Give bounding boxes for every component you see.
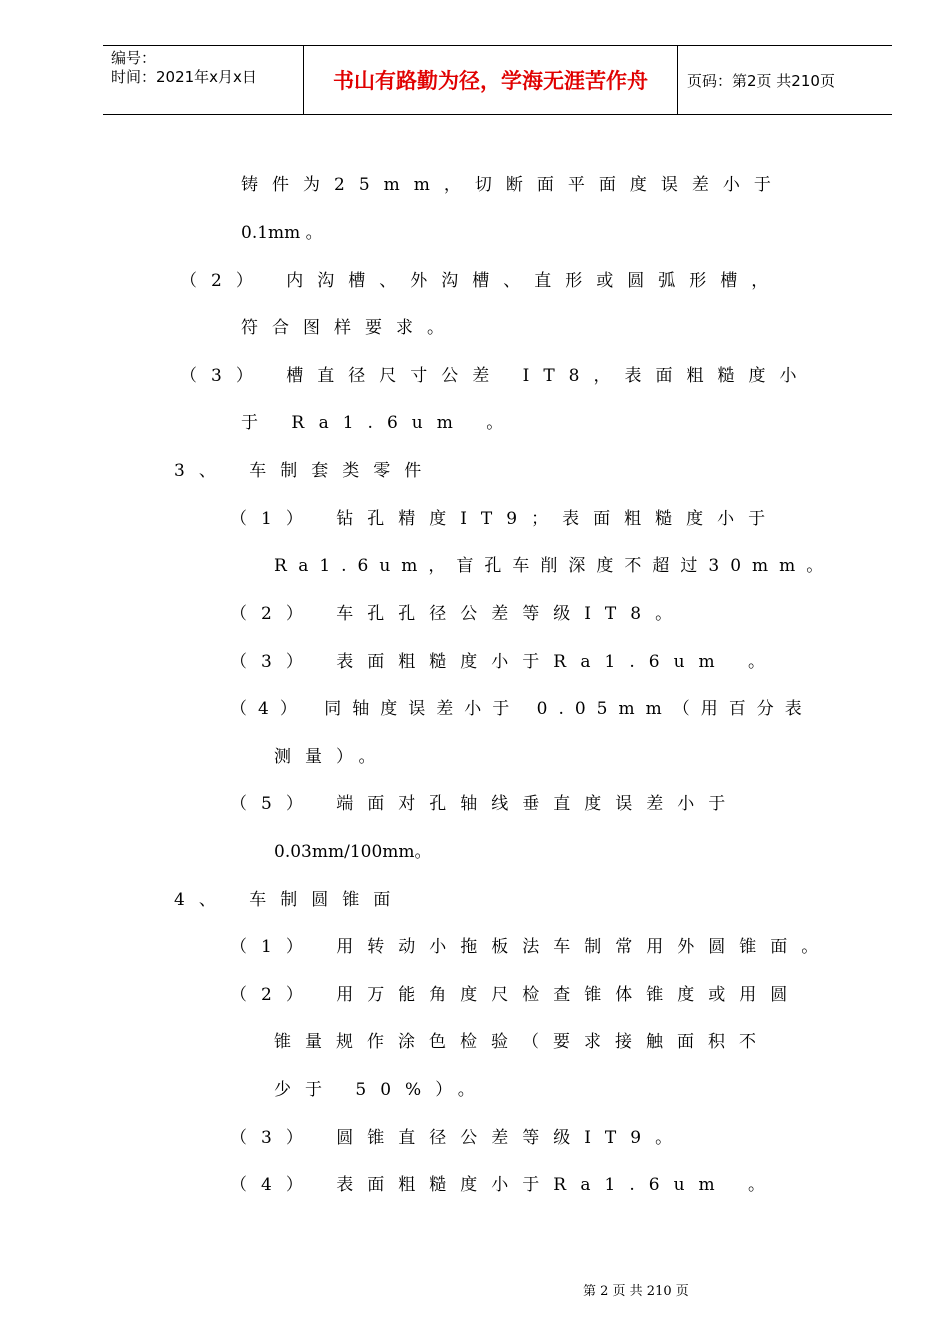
section-heading: 4、 车制圆锥面 bbox=[174, 890, 405, 910]
header-divider bbox=[677, 46, 678, 114]
header-motto: 书山有路勤为径，学海无涯苦作舟 bbox=[333, 69, 648, 93]
header-page-info: 页码：第2页 共210页 bbox=[687, 72, 835, 90]
body-line: Ra1.6um，盲孔车削深度不超过30mm。 bbox=[274, 556, 835, 576]
page-footer: 第 2 页 共 210 页 bbox=[583, 1284, 689, 1299]
body-line: （2） 车孔孔径公差等级IT8。 bbox=[230, 604, 687, 624]
body-line: （3） 槽直径尺寸公差 IT8，表面粗糙度小 bbox=[180, 366, 811, 386]
section-heading: 3、 车制套类零件 bbox=[174, 461, 436, 481]
page-header bbox=[103, 45, 892, 115]
body-line: 少于 50%）。 bbox=[274, 1080, 489, 1100]
body-line: （1） 钻孔精度IT9；表面粗糙度小于 bbox=[230, 509, 780, 529]
body-line: （2） 用万能角度尺检查锥体锥度或用圆 bbox=[230, 985, 802, 1005]
body-line: 测量）。 bbox=[274, 747, 390, 767]
body-line: 铸件为25mm，切断面平面度误差小于 bbox=[241, 175, 785, 195]
body-line: （5） 端面对孔轴线垂直度误差小于 bbox=[230, 794, 740, 814]
body-line: （4） 同轴度误差小于 0.05mm（用百分表 bbox=[230, 699, 813, 719]
body-line: 于 Ra1.6um 。 bbox=[241, 413, 518, 433]
body-line: （3） 圆锥直径公差等级IT9。 bbox=[230, 1128, 687, 1148]
body-line: （2） 内沟槽、外沟槽、直形或圆弧形槽， bbox=[180, 271, 783, 291]
body-line: 锥量规作涂色检验（要求接触面积不 bbox=[274, 1032, 770, 1052]
body-line: 0.1mm 。 bbox=[241, 223, 323, 243]
date-label: 时间：2021年x月x日 bbox=[111, 68, 257, 86]
body-line: （1） 用转动小拖板法车制常用外圆锥面。 bbox=[230, 937, 833, 957]
body-line: （3） 表面粗糙度小于Ra1.6um 。 bbox=[230, 652, 780, 672]
body-line: 符合图样要求。 bbox=[241, 318, 458, 338]
body-line: 0.03mm/100mm。 bbox=[274, 842, 432, 862]
code-label: 编号： bbox=[111, 49, 157, 67]
header-meta bbox=[111, 49, 257, 87]
body-line: （4） 表面粗糙度小于Ra1.6um 。 bbox=[230, 1175, 780, 1195]
